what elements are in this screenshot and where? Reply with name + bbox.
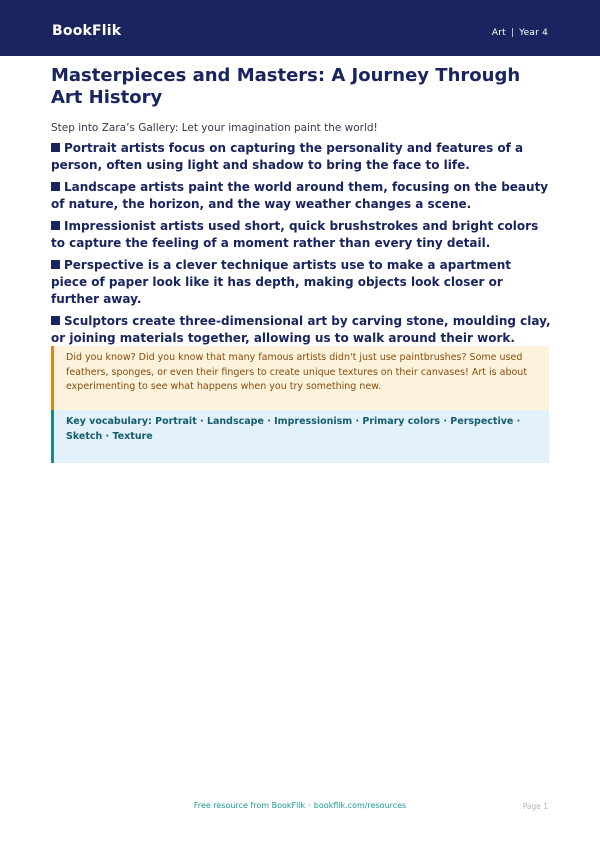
brand-logo-text[interactable]: BookFlik [52, 23, 122, 39]
list-item [51, 313, 551, 347]
page-number: Page 1 [522, 802, 548, 811]
list-item-text: Landscape artists paint the world around them, focusing on the beauty of nature, the horizon, and the way weather changes a scene. [51, 180, 549, 211]
fact-list [51, 140, 551, 352]
list-item-text: Perspective is a clever technique artists use to make a apartment piece of paper look like it has depth, making objects look closer or further away. [51, 258, 512, 306]
footer-resource-text: Free resource from BookFlik [193, 801, 306, 810]
list-item-text: Sculptors create three-dimensional art by carving stone, moulding clay, or joining materials together, allowing us to walk around their work. [51, 314, 551, 345]
footer-dot: · [308, 801, 311, 810]
list-item-text: Impressionist artists used short, quick brushstrokes and bright colors to capture the feeling of a moment rather than every tiny detail. [51, 219, 539, 250]
page-title: Masterpieces and Masters: A Journey Through Art History [51, 65, 521, 108]
list-item [51, 257, 551, 308]
callout-text: Did you know? Did you know that many famous artists didn't just use paintbrushes? Some used feathers, sponges, or even their fingers to create unique textures on their canvases! Art is about experimenting to see what happens when you try something new. [66, 352, 528, 392]
vocab-terms: Portrait · Landscape · Impressionism · Primary colors · Perspective · Sketch · Texture [66, 416, 521, 442]
header-bar [0, 0, 600, 56]
square-bullet-icon [51, 260, 60, 269]
key-vocabulary-box [51, 410, 549, 463]
footer-resource-link[interactable] [0, 801, 600, 811]
subject-label: Art [491, 28, 506, 38]
meta-separator: | [510, 28, 515, 38]
list-item [51, 179, 551, 213]
square-bullet-icon [51, 182, 60, 191]
vocab-label: Key vocabulary: [66, 416, 152, 427]
list-item [51, 140, 551, 174]
year-label: Year 4 [519, 28, 548, 38]
square-bullet-icon [51, 143, 60, 152]
footer-url[interactable]: bookflik.com/resources [313, 801, 407, 810]
list-item [51, 218, 551, 252]
square-bullet-icon [51, 316, 60, 325]
list-item-text: Portrait artists focus on capturing the personality and features of a person, often using light and shadow to bring the face to life. [51, 141, 524, 172]
did-you-know-callout [51, 346, 549, 410]
header-meta [492, 27, 548, 39]
intro-text: Step into Zara’s Gallery: Let your imagination paint the world! [51, 122, 378, 134]
square-bullet-icon [51, 221, 60, 230]
